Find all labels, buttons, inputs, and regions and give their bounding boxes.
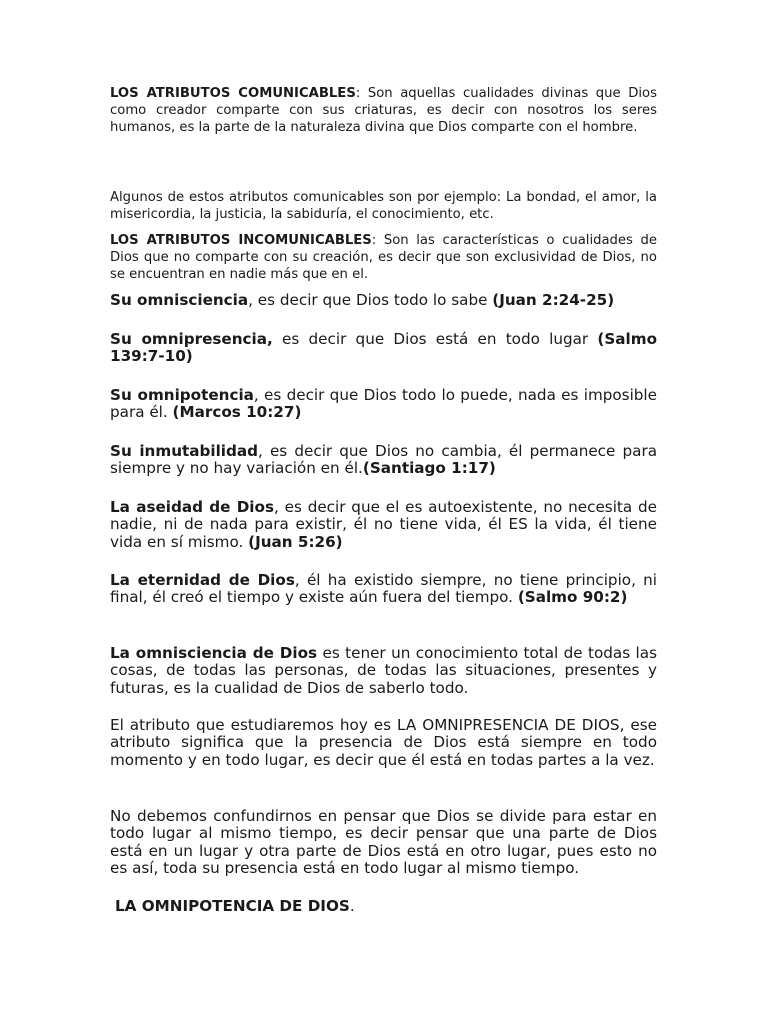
- scripture-reference: (Santiago 1:17): [362, 459, 496, 478]
- paragraph-immutability: [110, 443, 657, 478]
- scripture-reference: (Salmo 139:7-10): [110, 330, 658, 366]
- paragraph-communicable-attributes: [110, 85, 657, 136]
- paragraph-text: Algunos de estos atributos comunicables son por ejemplo: La bondad, el amor, la misericordia, la justicia, la sabiduría, el conocimiento, etc.: [110, 190, 657, 222]
- paragraph-omniscience: [110, 292, 657, 309]
- paragraph-text: El atributo que estudiaremos hoy es LA OMNIPRESENCIA DE DIOS, ese atributo significa que la presencia de Dios está siempre en todo momento y en todo lugar, es decir que él está en todas partes a la vez.: [110, 716, 657, 769]
- paragraph-omnipresence: [110, 331, 657, 366]
- paragraph-text: , es decir que Dios todo lo sabe: [248, 291, 493, 309]
- scripture-reference: (Salmo 90:2): [517, 588, 628, 607]
- paragraph-omnipotence: [110, 387, 657, 422]
- paragraph-text: , es decir que Dios no cambia, él permanece para siempre y no hay variación en él.: [110, 442, 657, 478]
- paragraph-text: : Son aquellas cualidades divinas que Dios como creador comparte con sus criaturas, es decir con nosotros los seres humanos, es la parte de la naturaleza divina que Dios comparte con el hombre.: [110, 86, 657, 135]
- paragraph-text: : Son las características o cualidades de Dios que no comparte con su creación, es decir que son exclusividad de Dios, no se encuentran en nadie más que en el.: [110, 233, 657, 282]
- term-omnipresence: Su omnipresencia,: [110, 330, 273, 348]
- term-incommunicable: LOS ATRIBUTOS INCOMUNICABLES: [110, 233, 372, 248]
- paragraph-text: , es decir que el es autoexistente, no necesita de nadie, ni de nada para existir, él no tiene vida, él ES la vida, él tiene vida en sí mismo.: [110, 498, 657, 551]
- paragraph-text: , él ha existido siempre, no tiene principio, ni final, él creó el tiempo y existe aún fuera del tiempo.: [110, 571, 657, 607]
- paragraph-text: No debemos confundirnos en pensar que Dios se divide para estar en todo lugar al mismo tiempo, es decir pensar que una parte de Dios está en un lugar y otra parte de Dios está en otro lugar, pues esto no es así, toda su presencia está en todo lugar al mismo tiempo.: [110, 807, 657, 877]
- paragraph-eternity: [110, 572, 657, 607]
- paragraph-text: es decir que Dios está en todo lugar: [272, 330, 598, 348]
- term-communicable: LOS ATRIBUTOS COMUNICABLES: [110, 86, 356, 101]
- term-eternity: La eternidad de Dios: [110, 571, 295, 589]
- paragraph-omnipresence-clarification: [110, 808, 657, 877]
- paragraph-incommunicable-attributes: [110, 232, 657, 283]
- paragraph-text: es tener un conocimiento total de todas las cosas, de todas las personas, de todas las situaciones, presentes y futuras, es la cualidad de Dios de saberlo todo.: [110, 644, 658, 697]
- term-omniscience: Su omnisciencia: [110, 291, 249, 309]
- section-heading-omnipotence: [115, 898, 657, 915]
- paragraph-communicable-examples: [110, 189, 657, 223]
- term-aseity: La aseidad de Dios: [110, 498, 274, 516]
- heading-text: LA OMNIPOTENCIA DE DIOS: [115, 897, 350, 915]
- term-omniscience-of-god: La omnisciencia de Dios: [110, 644, 318, 662]
- paragraph-omniscience-definition: [110, 645, 657, 697]
- heading-period: .: [349, 897, 355, 915]
- term-omnipotence: Su omnipotencia: [110, 386, 254, 404]
- paragraph-omnipresence-study: [110, 717, 657, 769]
- scripture-reference: (Juan 2:24-25): [492, 291, 615, 309]
- scripture-reference: (Marcos 10:27): [172, 403, 302, 422]
- scripture-reference: (Juan 5:26): [248, 532, 343, 551]
- paragraph-aseity: [110, 499, 657, 551]
- paragraph-text: , es decir que Dios todo lo puede, nada es imposible para él.: [110, 386, 658, 422]
- term-immutability: Su inmutabilidad: [110, 442, 258, 460]
